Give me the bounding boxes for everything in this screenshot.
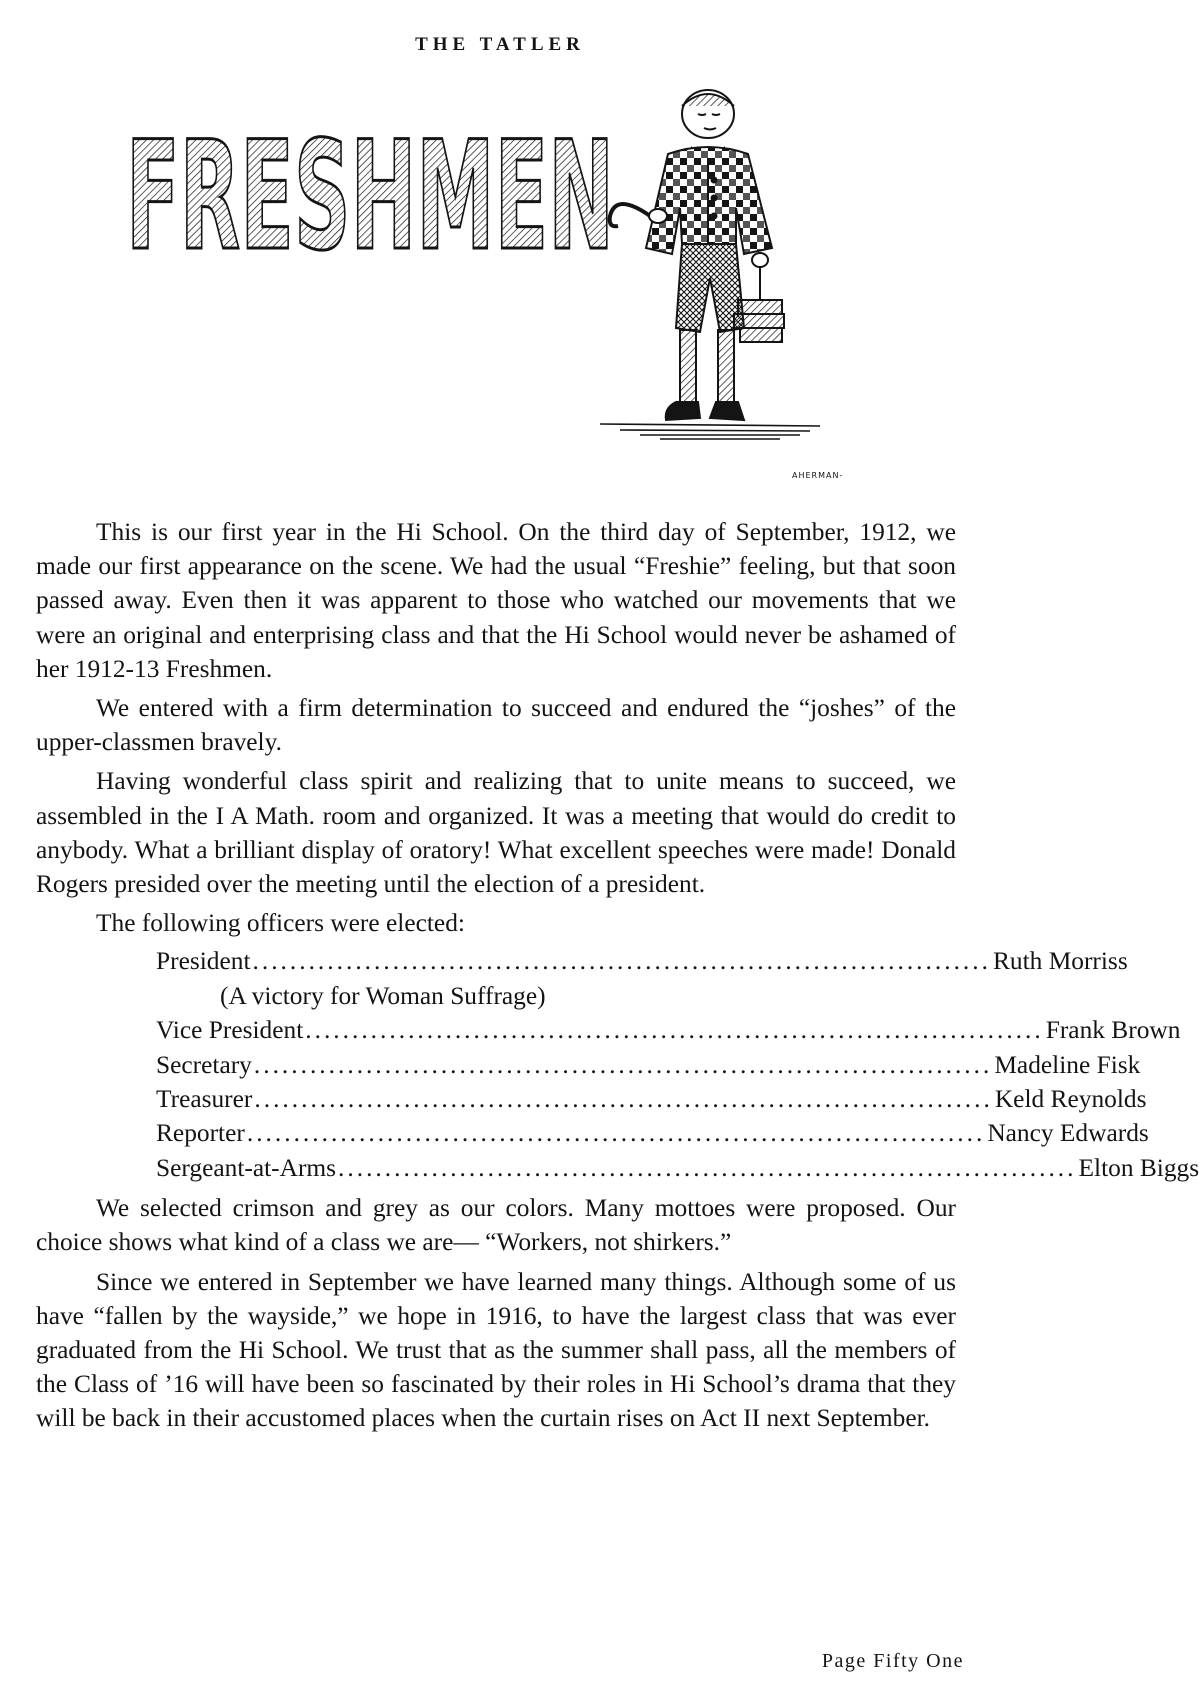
artist-signature: AHERMAN- (792, 471, 844, 480)
officer-row-secretary (156, 1048, 1141, 1082)
leader-dots: ............................................................................... (246, 1119, 986, 1148)
officer-title: Reporter (156, 1119, 245, 1148)
officer-title: Treasurer (156, 1085, 253, 1113)
officer-name: Ruth Morriss (992, 947, 1128, 976)
freshmen-banner-illustration (120, 88, 920, 488)
freshman-boy-illustration (646, 90, 784, 420)
leader-dots: ............................................................................... (253, 1050, 993, 1079)
officer-name: Madeline Fisk (994, 1050, 1141, 1079)
leader-dots: ............................................................................... (338, 1153, 1077, 1182)
page-number: Page Fifty One (821, 1650, 964, 1672)
officer-title: Sergeant-at-Arms (156, 1153, 337, 1182)
leader-dots: ............................................................................... (252, 947, 991, 976)
ground-shadow (600, 424, 820, 439)
paragraph-organized: Having wonderful class spirit and realizing that to unite means to succeed, we assembled in the I A Math. room and organized. It was a meeting that would do credit to anybody. What a brilliant display of oratory! What excellent speeches were made! Donald Rogers presided over the meeting until the election of a president. (36, 767, 956, 899)
officer-name: Frank Brown (1045, 1016, 1181, 1045)
paragraph-closing: Since we entered in September we have learned many things. Although some of us have “fallen by the wayside,” we hope in 1916, to have the largest class that was ever graduated from the Hi School. We trust that as the summer shall pass, all the members of the Class of ’16 will have been so fascinated by their roles in Hi School’s drama that they will be back in their accustomed places when the curtain rises on Act II next September. (36, 1267, 956, 1433)
officer-title: Vice President (156, 1016, 304, 1045)
officer-name: Keld Reynolds (994, 1085, 1147, 1113)
officer-row-president (156, 944, 1128, 978)
officers-list (156, 944, 1199, 1185)
officer-title: President (156, 947, 251, 976)
paragraph-first-year: This is our first year in the Hi School. On the third day of September, 1912, we made our first appearance on the scene. We had the usual “Freshie” feeling, but that soon passed away. Even then it was apparent to those who watched our movements that we were an original and enterprising class and that the Hi School would never be ashamed of her 1912-13 Freshmen. (36, 518, 956, 683)
paragraph-colors-motto: We selected crimson and grey as our colors. Many mottoes were proposed. Our choice shows what kind of a class we are— “Workers, not shirkers.” (36, 1194, 956, 1257)
paragraph-determination: We entered with a firm determination to succeed and endured the “joshes” of the upper-classmen bravely. (36, 694, 956, 757)
officer-title: Secretary (156, 1050, 252, 1079)
officer-name: Nancy Edwards (987, 1119, 1149, 1148)
officer-row-sergeant-at-arms (156, 1151, 1199, 1185)
officer-row-reporter (156, 1116, 1149, 1150)
officer-row-vice-president (156, 1013, 1181, 1047)
officer-row-treasurer (156, 1082, 1147, 1116)
president-note: (A victory for Woman Suffrage) (220, 981, 546, 1010)
officer-name: Elton Biggs (1078, 1153, 1199, 1182)
article-body (36, 515, 1199, 1441)
running-head: THE TATLER (415, 34, 585, 55)
banner-title: FRESHMEN (126, 110, 614, 284)
leader-dots: ............................................................................... (254, 1085, 993, 1113)
leader-dots: ............................................................................... (305, 1016, 1044, 1045)
paragraph-officers-intro: The following officers were elected: (96, 909, 465, 938)
